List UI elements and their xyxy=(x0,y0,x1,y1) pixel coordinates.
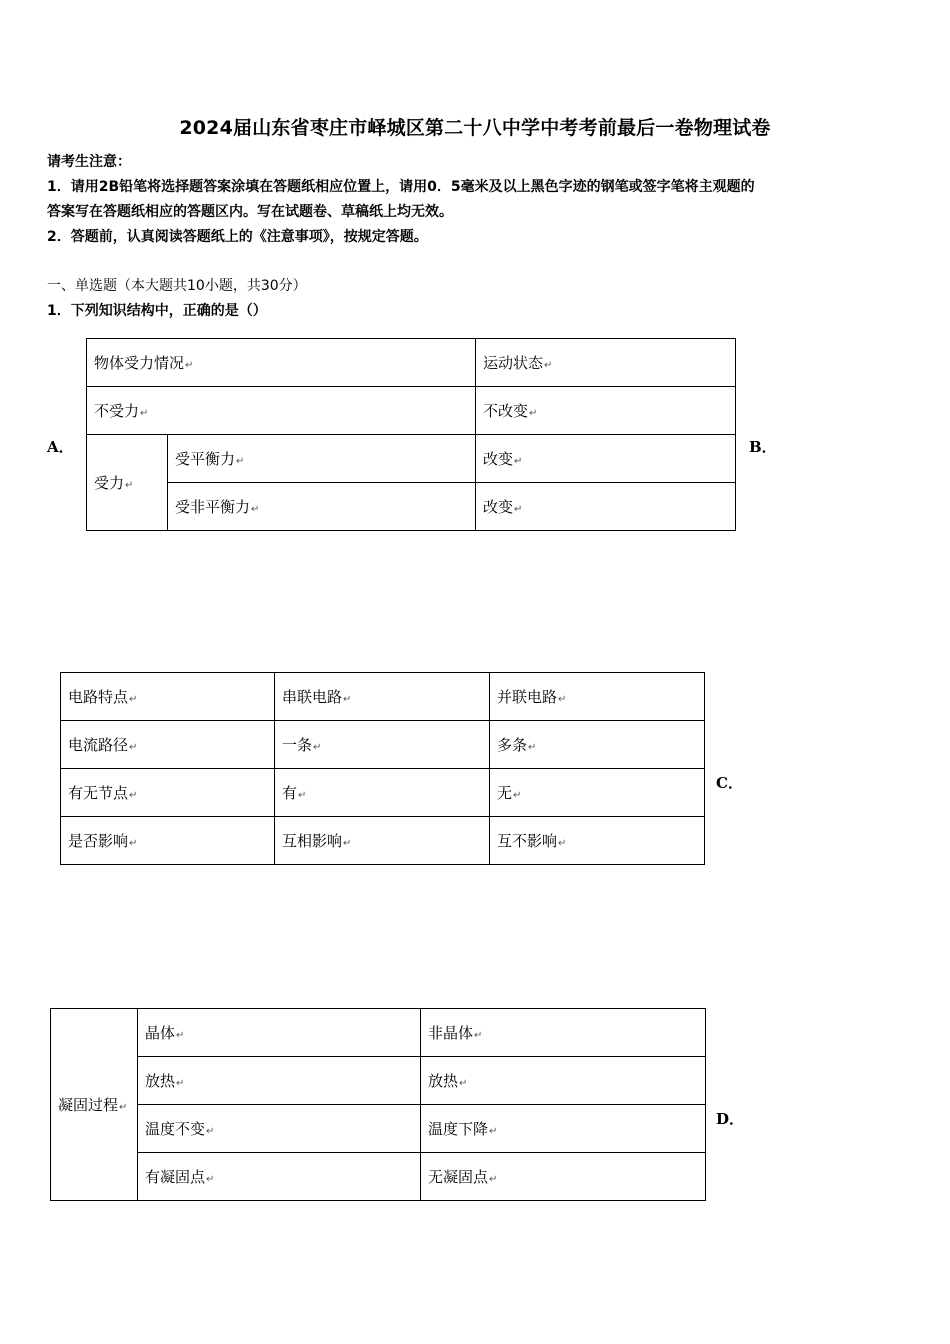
table-cell: 一条↵ xyxy=(275,721,490,769)
table-cell: 无凝固点↵ xyxy=(421,1153,706,1201)
table-cell: 非晶体↵ xyxy=(421,1009,706,1057)
table-cell: 凝固过程↵ xyxy=(51,1009,138,1201)
question-1: 1．下列知识结构中，正确的是（） xyxy=(47,303,267,319)
section-heading: 一、单选题（本大题共10小题，共30分） xyxy=(47,278,307,294)
table-cell: 温度下降↵ xyxy=(421,1105,706,1153)
table-cell: 不受力↵ xyxy=(87,387,476,435)
table-cell: 不改变↵ xyxy=(476,387,736,435)
table-cell: 串联电路↵ xyxy=(275,673,490,721)
table-cell: 温度不变↵ xyxy=(138,1105,421,1153)
table-circuit xyxy=(60,672,705,865)
table-cell: 放热↵ xyxy=(421,1057,706,1105)
notice-line-1b: 答案写在答题纸相应的答题区内。写在试题卷、草稿纸上均无效。 xyxy=(47,204,453,220)
table-cell: 有无节点↵ xyxy=(61,769,275,817)
option-b-label: B． xyxy=(749,438,777,456)
table-cell: 改变↵ xyxy=(476,435,736,483)
table-cell: 晶体↵ xyxy=(138,1009,421,1057)
table-cell: 互不影响↵ xyxy=(490,817,705,865)
notice-line-2: 2．答题前，认真阅读答题纸上的《注意事项》，按规定答题。 xyxy=(47,229,428,245)
table-cell: 受力↵ xyxy=(87,435,168,531)
table-cell: 并联电路↵ xyxy=(490,673,705,721)
table-cell: 运动状态↵ xyxy=(476,339,736,387)
table-cell: 电流路径↵ xyxy=(61,721,275,769)
table-cell: 放热↵ xyxy=(138,1057,421,1105)
notice-line-1a: 1．请用2B铅笔将选择题答案涂填在答题纸相应位置上，请用0．5毫米及以上黑色字迹的钢笔或签字笔将主观题的 xyxy=(47,179,755,195)
table-cell: 有凝固点↵ xyxy=(138,1153,421,1201)
table-cell: 受非平衡力↵ xyxy=(168,483,476,531)
option-a-label: A． xyxy=(47,438,74,456)
page-title: 2024届山东省枣庄市峄城区第二十八中学中考考前最后一卷物理试卷 xyxy=(179,117,771,139)
table-cell: 受平衡力↵ xyxy=(168,435,476,483)
table-cell: 互相影响↵ xyxy=(275,817,490,865)
table-cell: 电路特点↵ xyxy=(61,673,275,721)
table-cell: 物体受力情况↵ xyxy=(87,339,476,387)
table-cell: 无↵ xyxy=(490,769,705,817)
table-force-motion xyxy=(86,338,736,531)
option-c-label: C． xyxy=(716,774,743,792)
table-cell: 改变↵ xyxy=(476,483,736,531)
table-solidification xyxy=(50,1008,706,1201)
table-cell: 多条↵ xyxy=(490,721,705,769)
table-cell: 是否影响↵ xyxy=(61,817,275,865)
notice-heading: 请考生注意： xyxy=(47,154,131,170)
option-d-label: D． xyxy=(716,1110,745,1128)
table-cell: 有↵ xyxy=(275,769,490,817)
